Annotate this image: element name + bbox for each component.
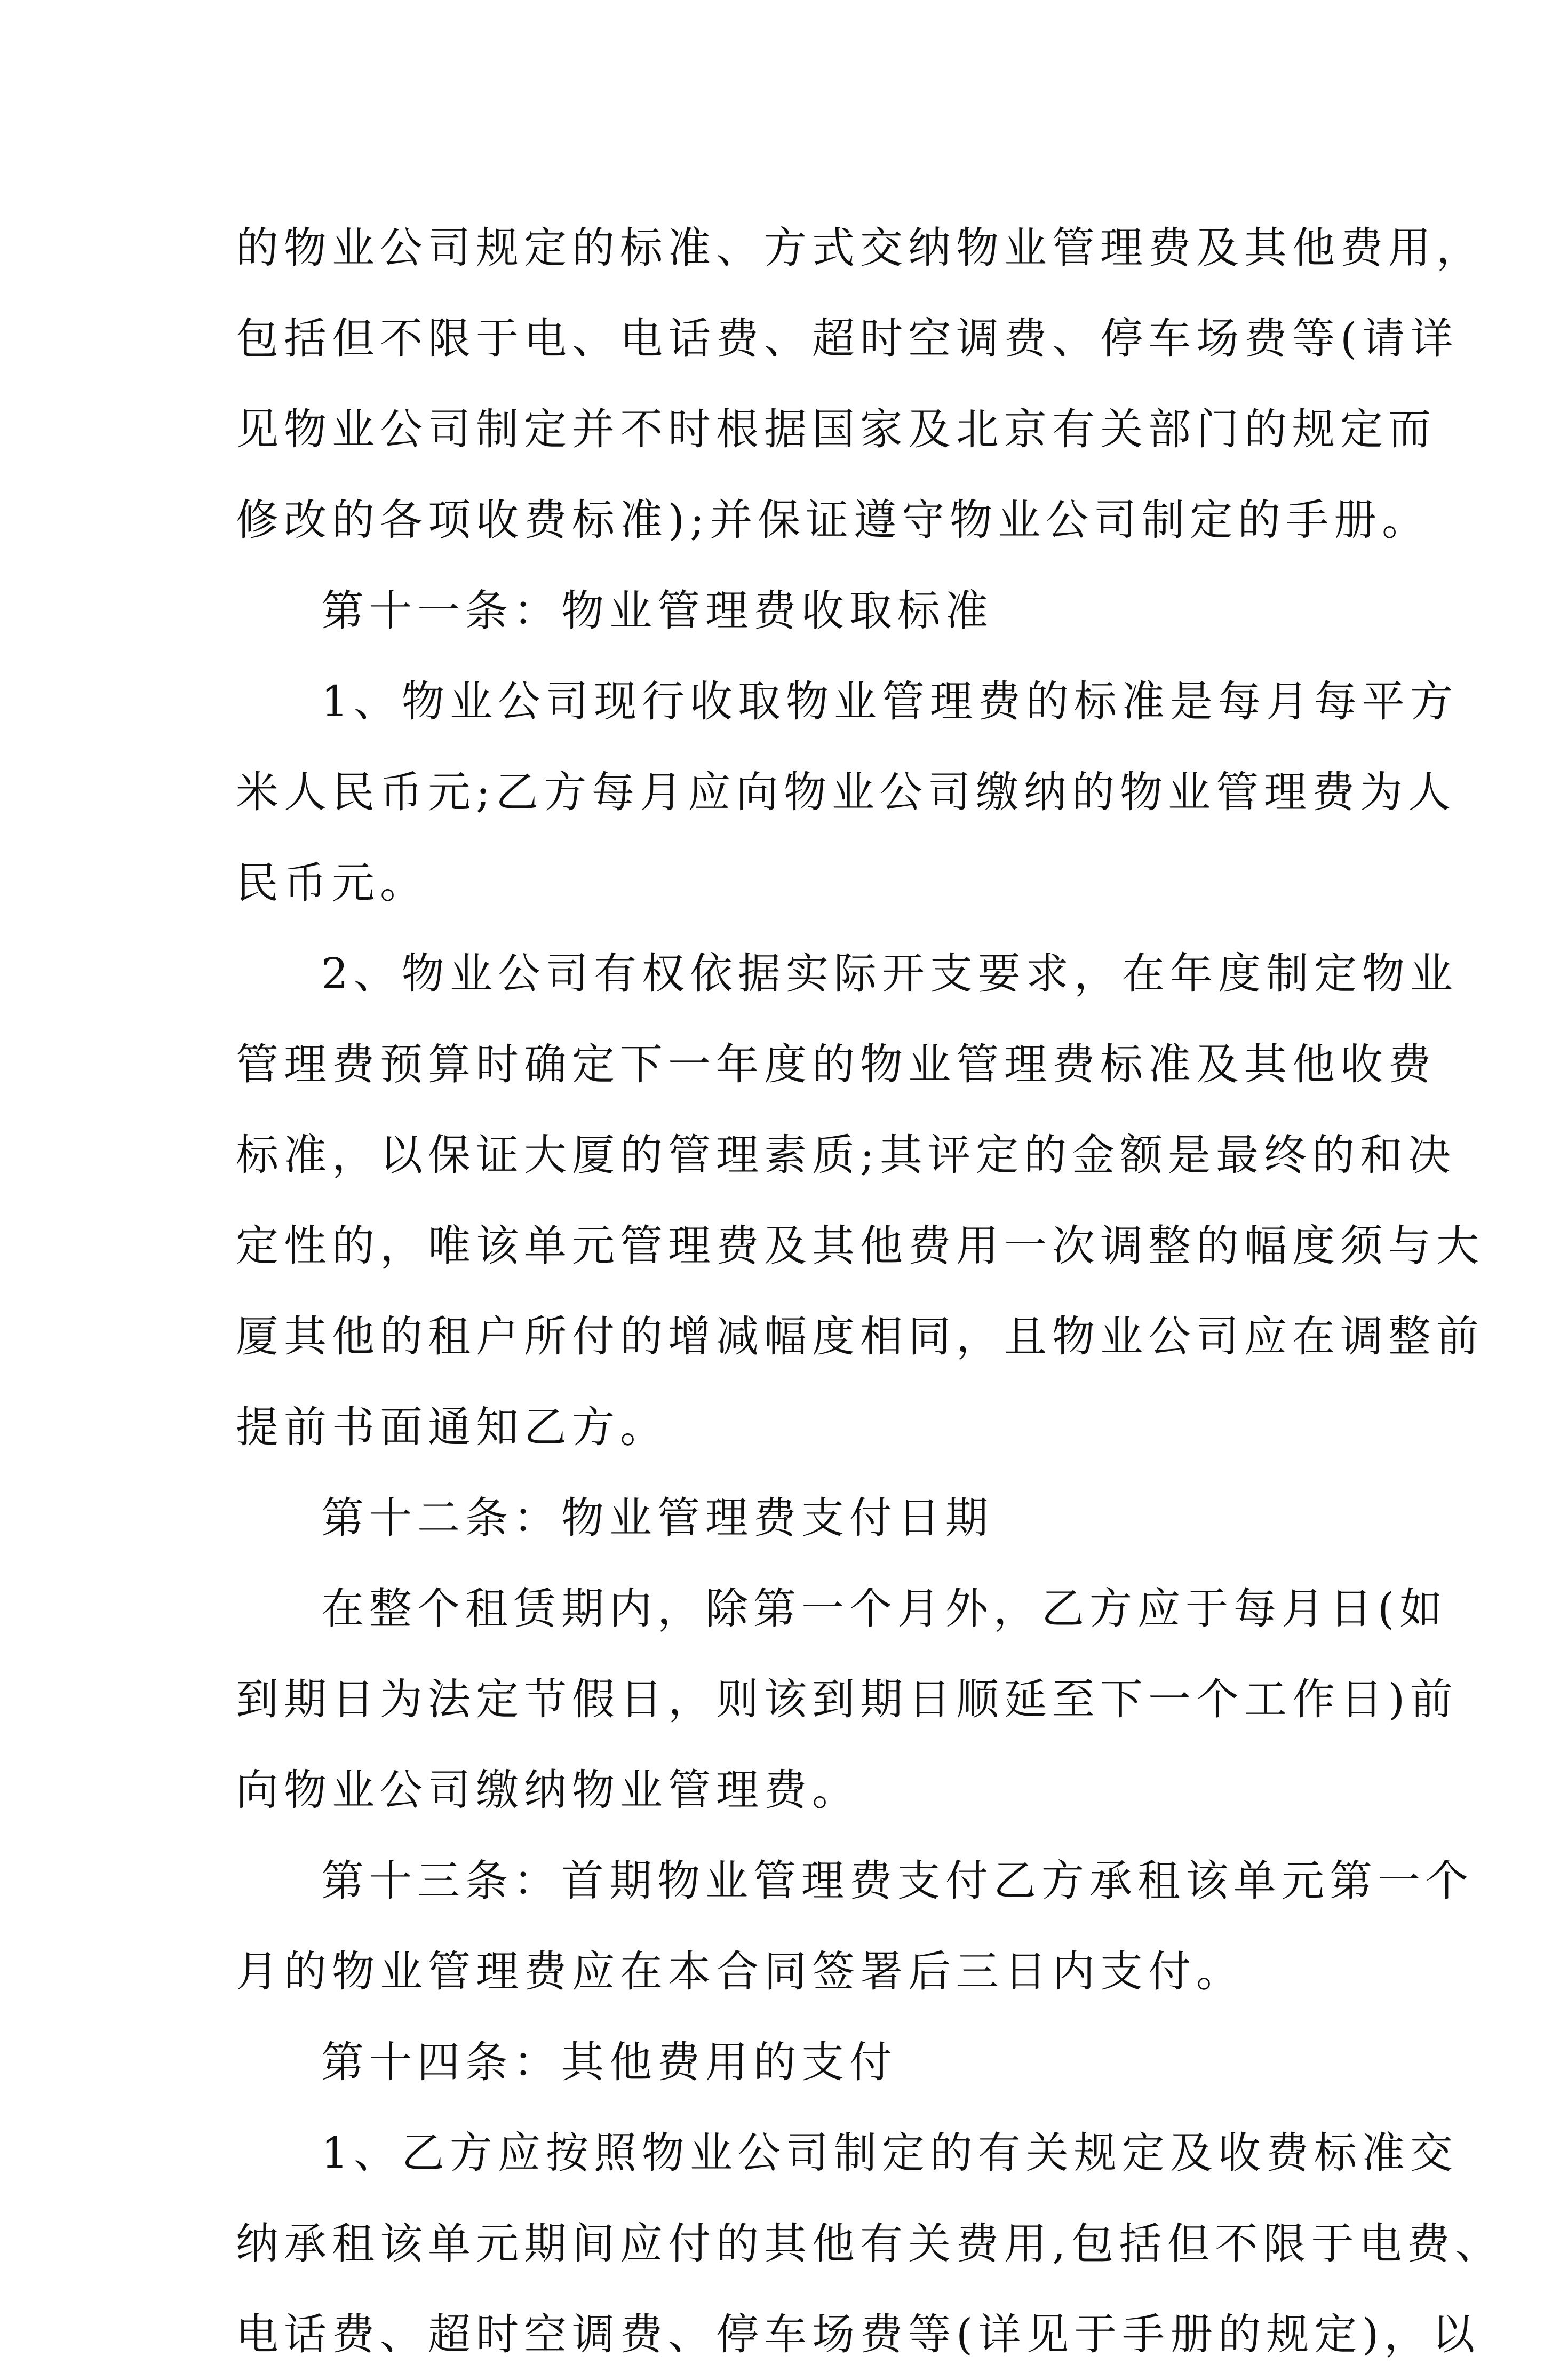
body-line: 1、物业公司现行收取物业管理费的标准是每月每平方: [321, 677, 1458, 726]
body-line: 标准，以保证大厦的管理素质;其评定的金额是最终的和决: [236, 1130, 1456, 1180]
body-line: 电话费、超时空调费、停车场费等(详见于手册的规定)，以: [236, 2310, 1481, 2359]
body-line: 纳承租该单元期间应付的其他有关费用,包括但不限于电费、: [236, 2219, 1503, 2268]
body-line: 的物业公司规定的标准、方式交纳物业管理费及其他费用，: [236, 223, 1484, 273]
body-line: 提前书面通知乙方。: [236, 1402, 668, 1452]
body-line: 向物业公司缴纳物业管理费。: [236, 1765, 860, 1815]
article-heading: 第十四条：其他费用的支付: [321, 2037, 897, 2087]
body-line: 到期日为法定节假日，则该到期日顺延至下一个工作日)前: [236, 1675, 1459, 1724]
body-line: 民币元。: [236, 858, 428, 908]
document-body: [236, 203, 1503, 2380]
body-line: 月的物业管理费应在本合同签署后三日内支付。: [236, 1947, 1244, 1996]
article-heading: 第十二条：物业管理费支付日期: [321, 1493, 993, 1543]
article-heading: 第十一条：物业管理费收取标准: [321, 586, 993, 636]
body-line: 2、物业公司有权依据实际开支要求，在年度制定物业: [321, 949, 1458, 998]
body-line: 包括但不限于电、电话费、超时空调费、停车场费等(请详: [236, 314, 1459, 363]
body-line: 定性的，唯该单元管理费及其他费用一次调整的幅度须与大: [236, 1221, 1484, 1271]
article-heading: 第十三条：首期物业管理费支付乙方承租该单元第一个: [321, 1856, 1474, 1906]
body-line: 修改的各项收费标准);并保证遵守物业公司制定的手册。: [236, 495, 1430, 545]
body-line: 厦其他的租户所付的增减幅度相同，且物业公司应在调整前: [236, 1312, 1484, 1361]
body-line: 见物业公司制定并不时根据国家及北京有关部门的规定而: [236, 404, 1436, 454]
body-line: 管理费预算时确定下一年度的物业管理费标准及其他收费: [236, 1040, 1436, 1089]
body-line: 在整个租赁期内，除第一个月外，乙方应于每月日(如: [321, 1584, 1448, 1633]
body-line: 米人民币元;乙方每月应向物业公司缴纳的物业管理费为人: [236, 767, 1456, 817]
body-line: 1、乙方应按照物业公司制定的有关规定及收费标准交: [321, 2128, 1458, 2178]
